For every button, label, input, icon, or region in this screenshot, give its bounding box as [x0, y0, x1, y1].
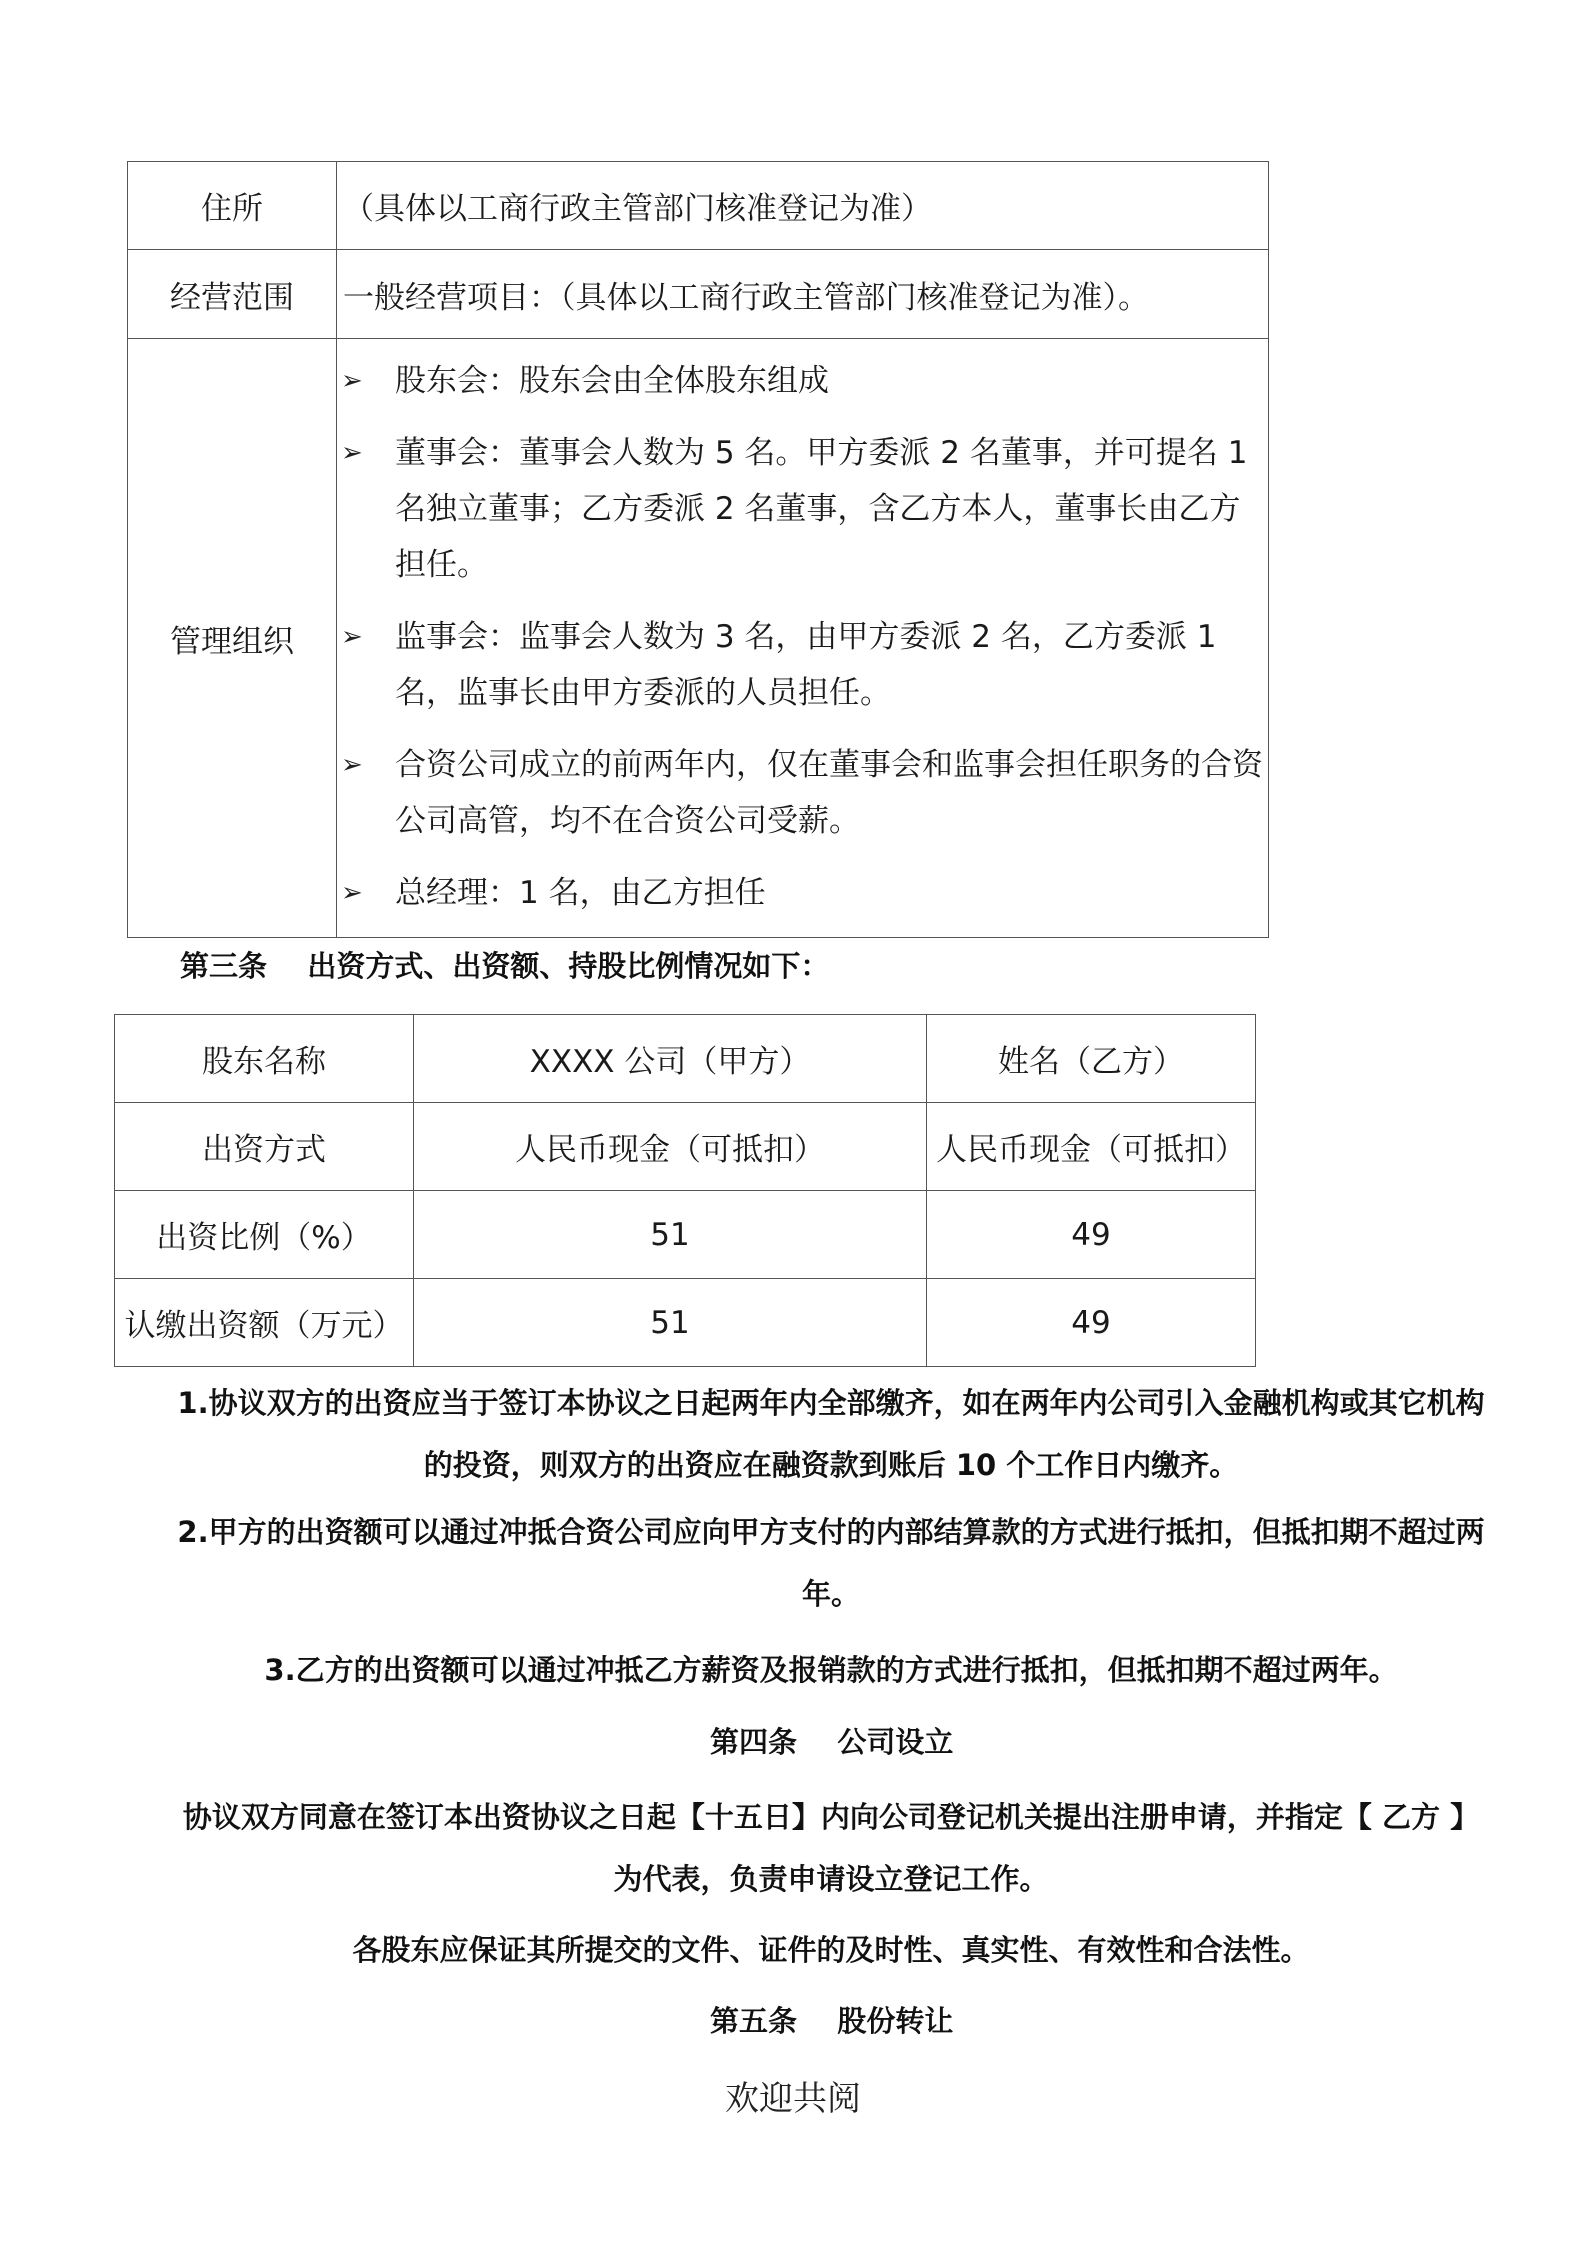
- address-value: （具体以工商行政主管部门核准登记为准）: [337, 162, 1269, 250]
- table-row: [128, 162, 1269, 250]
- scope-value: 一般经营项目：（具体以工商行政主管部门核准登记为准）。: [337, 250, 1269, 339]
- table-cell: 人民币现金（可抵扣）: [927, 1103, 1256, 1191]
- clause-paragraph-3: 3.乙方的出资额可以通过冲抵乙方薪资及报销款的方式进行抵扣，但抵扣期不超过两年。: [264, 1653, 1398, 1687]
- establishment-paragraph: 协议双方同意在签订本出资协议之日起【十五日】内向公司登记机关提出注册申请，并指定【 乙方 】为代表，负责申请设立登记工作。: [182, 1800, 1480, 1896]
- table-cell: 出资比例（%）: [115, 1191, 414, 1279]
- article-3-title: 第三条 出资方式、出资额、持股比例情况如下：: [180, 949, 830, 983]
- table-cell: 认缴出资额（万元）: [115, 1279, 414, 1367]
- table-row: [115, 1103, 1256, 1191]
- arrow-bullet-icon: ➢: [341, 750, 363, 780]
- table-row: [115, 1279, 1256, 1367]
- arrow-bullet-icon: ➢: [341, 438, 363, 468]
- table-cell: 人民币现金（可抵扣）: [414, 1103, 927, 1191]
- article-4-title: 第四条 公司设立: [710, 1725, 954, 1759]
- table-cell: 49: [927, 1279, 1256, 1367]
- list-item: [339, 353, 1264, 409]
- capital-contribution-table: [114, 1014, 1256, 1367]
- list-item: [339, 609, 1264, 721]
- list-item: [339, 425, 1264, 593]
- clause-paragraph-1: 1.协议双方的出资应当于签订本协议之日起两年内全部缴齐，如在两年内公司引入金融机构或其它机构的投资，则双方的出资应在融资款到账后 10 个工作日内缴齐。: [177, 1386, 1485, 1482]
- clause-paragraph-2: 2.甲方的出资额可以通过冲抵合资公司应向甲方支付的内部结算款的方式进行抵扣，但抵扣期不超过两年。: [177, 1515, 1485, 1611]
- address-label: 住所: [128, 162, 337, 250]
- article-5-title: 第五条 股份转让: [710, 2004, 954, 2038]
- company-info-table: [127, 161, 1269, 938]
- table-row: [128, 339, 1269, 938]
- table-cell: 51: [414, 1191, 927, 1279]
- management-list: [337, 339, 1269, 938]
- table-cell: 姓名（乙方）: [927, 1015, 1256, 1103]
- table-cell: XXXX 公司（甲方）: [414, 1015, 927, 1103]
- table-cell: 51: [414, 1279, 927, 1367]
- management-label: 管理组织: [128, 339, 337, 938]
- table-cell: 49: [927, 1191, 1256, 1279]
- arrow-bullet-icon: ➢: [341, 366, 363, 396]
- list-item-text: 股东会：股东会由全体股东组成: [395, 363, 829, 399]
- list-item-text: 监事会：监事会人数为 3 名，由甲方委派 2 名，乙方委派 1 名，监事长由甲方委派的人员担任。: [395, 619, 1217, 711]
- arrow-bullet-icon: ➢: [341, 878, 363, 908]
- list-item: [339, 865, 1264, 921]
- list-item-text: 董事会：董事会人数为 5 名。甲方委派 2 名董事，并可提名 1 名独立董事；乙方委派 2 名董事，含乙方本人，董事长由乙方担任。: [395, 435, 1248, 583]
- table-row: [115, 1191, 1256, 1279]
- list-item-text: 总经理：1 名，由乙方担任: [395, 875, 766, 911]
- table-row: [128, 250, 1269, 339]
- table-row: [115, 1015, 1256, 1103]
- shareholder-guarantee-paragraph: 各股东应保证其所提交的文件、证件的及时性、真实性、有效性和合法性。: [352, 1933, 1310, 1967]
- list-item-text: 合资公司成立的前两年内，仅在董事会和监事会担任职务的合资公司高管，均不在合资公司受薪。: [395, 747, 1263, 839]
- scope-label: 经营范围: [128, 250, 337, 339]
- table-cell: 股东名称: [115, 1015, 414, 1103]
- table-cell: 出资方式: [115, 1103, 414, 1191]
- list-item: [339, 737, 1264, 849]
- arrow-bullet-icon: ➢: [341, 622, 363, 652]
- page-footer: 欢迎共阅: [725, 2079, 861, 2119]
